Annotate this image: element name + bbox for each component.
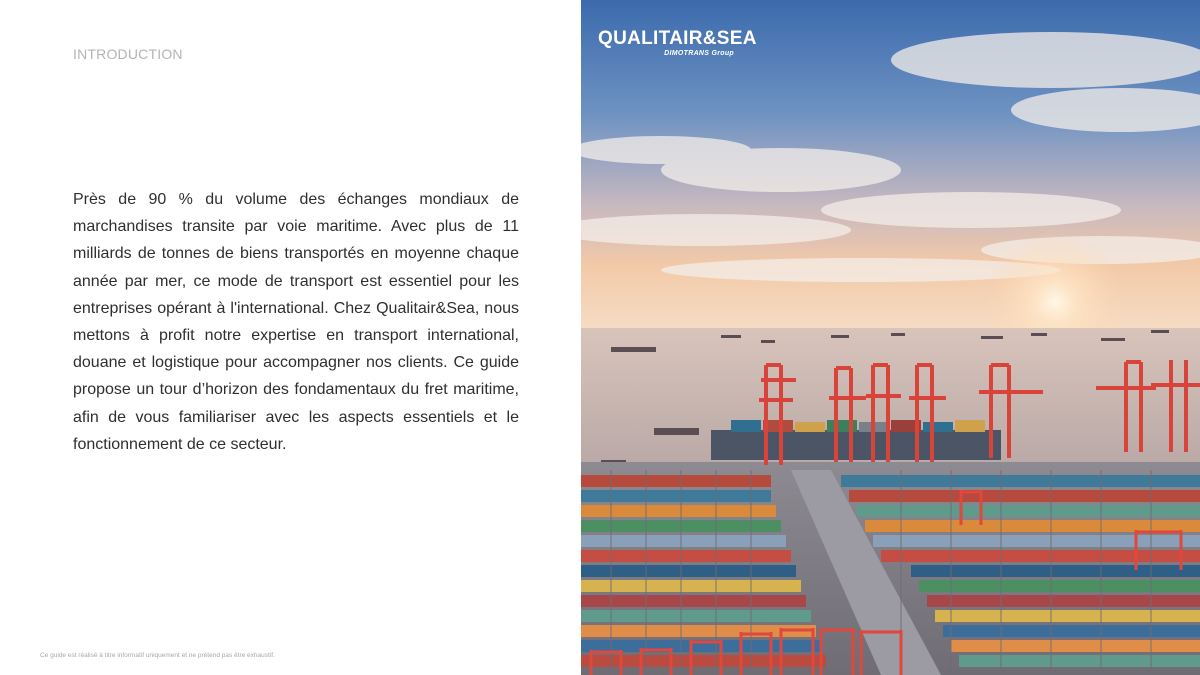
- brand-group: DIMOTRANS Group: [664, 50, 734, 57]
- port-photo: [581, 0, 1200, 675]
- cargo-ship: [711, 430, 1001, 460]
- intro-paragraph: Près de 90 % du volume des échanges mondiaux de marchandises transite par voie maritime. Avec plus de 11 milliards de tonnes de biens transportés en moyenne chaque année par mer, ce mode de transport est essentiel pour les entreprises opérant à l'international. Chez Qualitair&Sea, nous mettons à profit notre expertise en transport international, douane et logistique pour accompagner nos clients. Ce guide propose un tour d’horizon des fondamentaux du fret maritime, afin de vous familiariser avec les aspects essentiels et le fonctionnement de ce secteur.: [73, 191, 519, 453]
- port-illustration: [581, 0, 1200, 675]
- brand-logo: [598, 28, 757, 58]
- text-panel: [0, 0, 581, 675]
- section-label: INTRODUCTION: [73, 46, 183, 62]
- brand-name: QUALITAIR&SEA: [598, 28, 757, 49]
- footer-disclaimer: Ce guide est réalisé à titre informatif uniquement et ne prétend pas être exhaustif.: [40, 652, 275, 659]
